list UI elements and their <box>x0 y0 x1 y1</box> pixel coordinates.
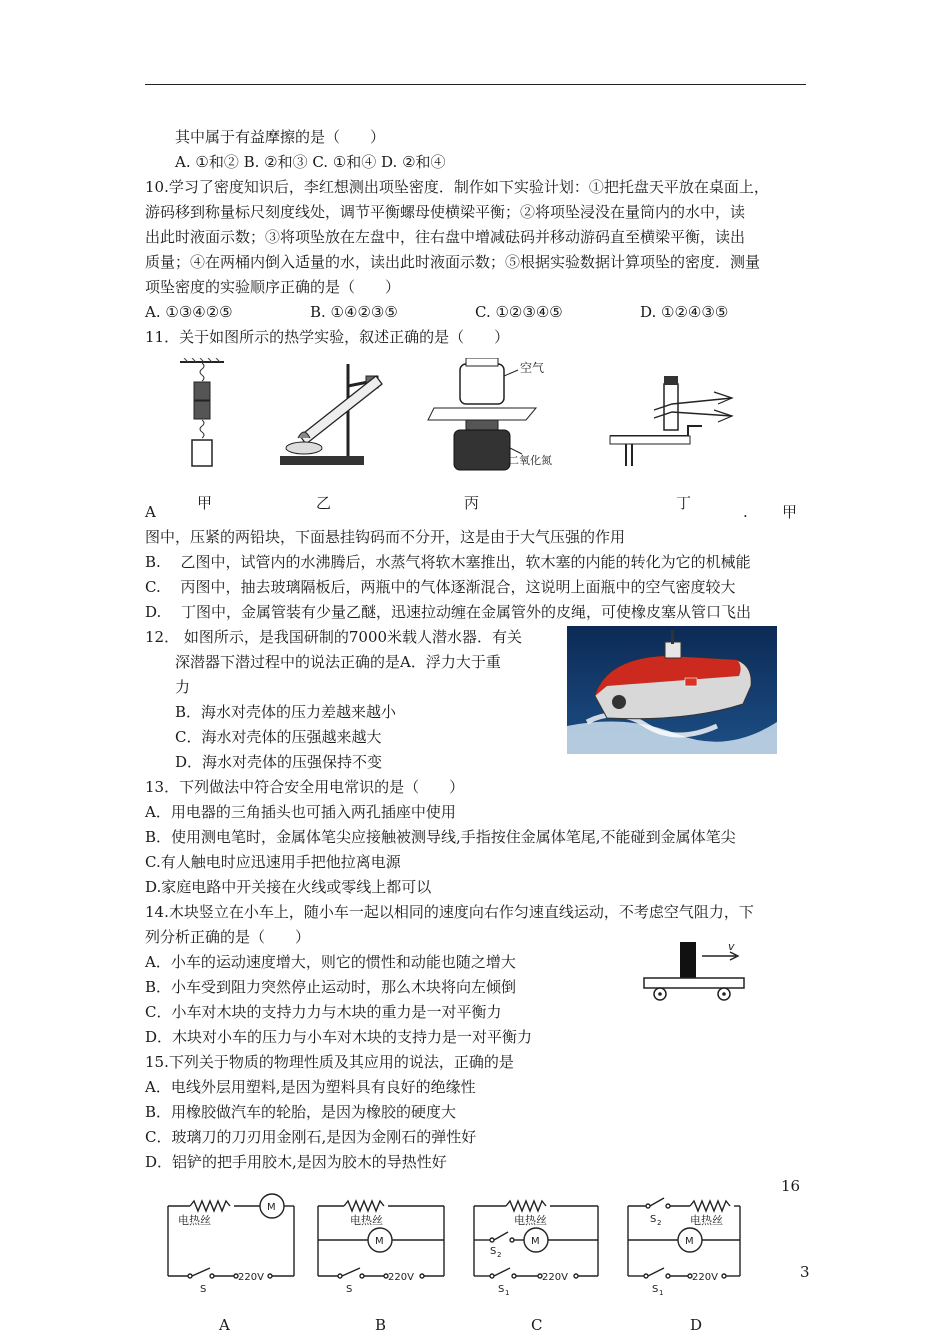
circuit-a-heater-label: 电热丝 <box>178 1214 211 1227</box>
q12-option-b: B．海水对壳体的压力差越来越小 <box>175 703 397 721</box>
q11-option-c: C. 丙图中，抽去玻璃隔板后，两瓶中的气体逐渐混合，这说明上面瓶中的空气密度较大 <box>145 578 736 596</box>
velocity-label: v <box>728 940 735 953</box>
q12-line3: 力 <box>175 678 191 696</box>
cart-figure <box>640 940 750 1006</box>
q13-option-d: D.家庭电路中开关接在火线或零线上都可以 <box>145 878 432 896</box>
circuit-b-motor: M <box>375 1236 384 1247</box>
q10-option-b: B. ①④②③⑤ <box>310 303 398 321</box>
q10-line2: 游码移到称量标尺刻度线处，调节平衡螺母使横梁平衡；②将项坠浸没在量筒内的水中，读 <box>145 203 746 221</box>
q15-option-b: B．用橡胶做汽车的轮胎，是因为橡胶的硬度大 <box>145 1103 457 1121</box>
q11-stem: 11．关于如图所示的热学实验，叙述正确的是（ ） <box>145 328 510 346</box>
circuit-d-switch-s1-sub: 1 <box>659 1289 664 1297</box>
circuit-c-motor: M <box>531 1236 540 1247</box>
circuit-c-switch-s1: S <box>498 1284 505 1295</box>
q11-fig-label-jia: 甲 <box>197 494 213 512</box>
q13-option-a: A．用电器的三角插头也可插入两孔插座中使用 <box>145 803 456 821</box>
header-rule <box>145 84 806 85</box>
q10-line1: 10.学习了密度知识后，李红想测出项坠密度．制作如下实验计划：①把托盘天平放在桌面上， <box>145 178 769 196</box>
q13-stem: 13．下列做法中符合安全用电常识的是（ ） <box>145 778 465 796</box>
q9-stem: 其中属于有益摩擦的是（ ） <box>175 128 386 146</box>
circuit-d <box>628 1198 740 1278</box>
q11-fig-jia <box>178 358 228 478</box>
circuit-d-heater-label: 电热丝 <box>690 1214 723 1227</box>
q14-option-c: C．小车对木块的支持力力与木块的重力是一对平衡力 <box>145 1003 502 1021</box>
q15-option-d: D．铝铲的把手用胶木,是因为胶木的导热性好 <box>145 1153 447 1171</box>
circuit-b-switch: S <box>346 1284 353 1295</box>
circuit-label-d: D <box>690 1316 703 1334</box>
q10-line5: 项坠密度的实验顺序正确的是（ ） <box>145 278 401 296</box>
circuit-b-heater-label: 电热丝 <box>350 1214 383 1227</box>
q10-line4: 质量；④在两桶内倒入适量的水，读出此时液面示数；⑤根据实验数据计算项坠的密度．测量 <box>145 253 761 271</box>
q11-fig-ding <box>606 370 746 470</box>
q11-option-a-start: 甲 <box>782 503 798 521</box>
circuit-d-motor: M <box>685 1236 694 1247</box>
circuit-c-switch-s1-sub: 1 <box>505 1289 510 1297</box>
circuit-d-switch-s2-sub: 2 <box>657 1219 662 1227</box>
q14-line1: 14.木块竖立在小车上，随小车一起以相同的速度向右作匀速直线运动，不考虑空气阻力，下 <box>145 903 754 921</box>
q11-fig-label-bing: 丙 <box>464 494 480 512</box>
q11-fig-label-ding: 丁 <box>676 494 692 512</box>
circuit-a-switch: S <box>200 1284 207 1295</box>
circuit-label-c: C <box>531 1316 543 1334</box>
q10-option-a: A. ①③④②⑤ <box>145 303 233 321</box>
q10-option-c: C. ①②③④⑤ <box>475 303 563 321</box>
circuit-c-switch-s2: S <box>490 1246 497 1257</box>
q11-fig-label-yi: 乙 <box>316 494 332 512</box>
circuit-d-switch-s1: S <box>652 1284 659 1295</box>
q16-number: 16 <box>781 1177 801 1195</box>
circuit-label-b: B <box>375 1316 387 1334</box>
page-number: 3 <box>800 1263 810 1281</box>
q11-fig-bing <box>426 358 556 473</box>
q11-option-a-dot: . <box>743 503 748 521</box>
q11-option-a-cont: 图中，压紧的两铅块，下面悬挂钩码而不分开，这是由于大气压强的作用 <box>145 528 626 546</box>
circuit-a-motor: M <box>267 1202 276 1213</box>
q10-option-d: D. ①②④③⑤ <box>640 303 729 321</box>
q12-line2: 深潜器下潜过程中的说法正确的是A．浮力大于重 <box>175 653 501 671</box>
q11-fig-yi <box>276 360 396 470</box>
circuit-c-switch-s2-sub: 2 <box>497 1251 502 1259</box>
q12-option-d: D．海水对壳体的压强保持不变 <box>175 753 383 771</box>
q15-stem: 15.下列关于物质的物理性质及其应用的说法，正确的是 <box>145 1053 514 1071</box>
q15-option-c: C．玻璃刀的刀刃用金刚石,是因为金刚石的弹性好 <box>145 1128 477 1146</box>
circuit-c-voltage: 220V <box>542 1272 568 1283</box>
circuit-c-heater-label: 电热丝 <box>514 1214 547 1227</box>
circuit-a-voltage: 220V <box>238 1272 264 1283</box>
q9-options: A. ①和② B. ②和③ C. ①和④ D. ②和④ <box>175 153 446 171</box>
circuit-b-voltage: 220V <box>388 1272 414 1283</box>
q12-line1: 12． 如图所示，是我国研制的7000米载人潜水器．有关 <box>145 628 523 646</box>
q12-option-c: C．海水对壳体的压强越来越大 <box>175 728 382 746</box>
q13-option-b: B．使用测电笔时，金属体笔尖应接触被测导线,手指按住金属体笔尾,不能碰到金属体笔尖 <box>145 828 736 846</box>
q11-option-d: D. 丁图中，金属管装有少量乙醚，迅速拉动缠在金属管外的皮绳，可使橡皮塞从管口飞出 <box>145 603 752 621</box>
q10-line3: 出此时液面示数；③将项坠放在左盘中，往右盘中增减砝码并移动游码直至横梁平衡，读出 <box>145 228 746 246</box>
circuit-d-voltage: 220V <box>692 1272 718 1283</box>
q14-option-b: B．小车受到阻力突然停止运动时，那么木块将向左倾倒 <box>145 978 517 996</box>
q11-option-b: B. 乙图中，试管内的水沸腾后，水蒸气将软木塞推出，软木塞的内能的转化为它的机械能 <box>145 553 751 571</box>
circuit-d-switch-s2: S <box>650 1214 657 1225</box>
q13-option-c: C.有人触电时应迅速用手把他拉离电源 <box>145 853 401 871</box>
q14-line2: 列分析正确的是（ ） <box>145 928 311 946</box>
submersible-photo <box>567 626 777 754</box>
circuit-label-a: A <box>219 1316 230 1334</box>
q15-option-a: A．电线外层用塑料,是因为塑料具有良好的绝缘性 <box>145 1078 476 1096</box>
circuit-diagrams <box>160 1190 750 1300</box>
q11-option-a-letter: A <box>145 503 156 521</box>
q14-option-a: A．小车的运动速度增大，则它的惯性和动能也随之增大 <box>145 953 516 971</box>
q11-fig-air-label: 空气 <box>520 361 545 375</box>
q11-fig-no2-label: 二氧化氮 <box>508 454 552 467</box>
q14-option-d: D．木块对小车的压力与小车对木块的支持力是一对平衡力 <box>145 1028 533 1046</box>
